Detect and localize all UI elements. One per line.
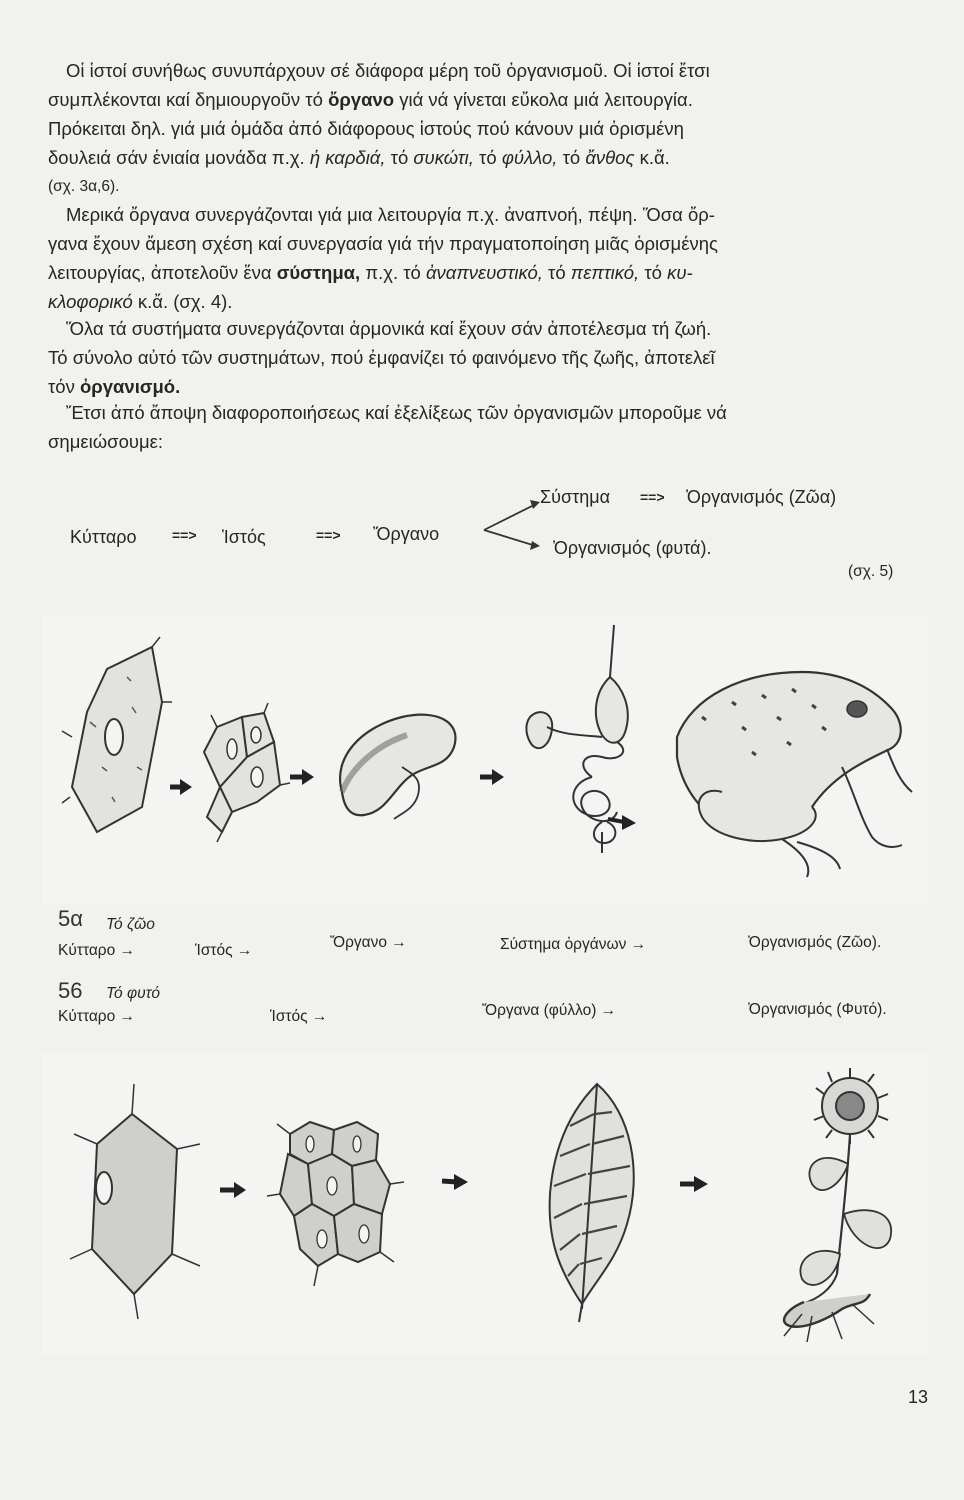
figure-5a-panel — [42, 617, 927, 903]
branch-arrows — [478, 494, 544, 554]
text-line: κλοφορικό κ.ἄ. (σχ. 4). — [48, 291, 233, 312]
cell-icon — [70, 1084, 200, 1319]
scheme-cell: Κύτταρο — [70, 527, 137, 547]
text-line: λειτουργίας, ἀποτελοῦν ἕνα σύστημα, π.χ. τό ἀναπνευστικό, τό πεπτικό, τό κυ- — [48, 262, 693, 283]
text-line: Ὅλα τά συστήματα συνεργάζονται ἁρμονικά καί ἔχουν σάν ἀποτέλεσμα τή ζωή. — [66, 318, 712, 339]
term-organ: ὄργανο — [328, 89, 395, 110]
text-line: σημειώσουμε: — [48, 431, 164, 452]
figure-caption: (σχ. 5) — [848, 563, 894, 580]
term-organism: ὀργανισμό. — [80, 376, 181, 397]
heart-organ-icon — [340, 715, 455, 819]
text-line: Τό σύνολο αὐτό τῶν συστημάτων, πού ἐμφανίζει τό φαινόμενο τῆς ζωῆς, ἀποτελεῖ — [48, 347, 715, 368]
scheme-organ: Ὄργανο — [373, 524, 440, 544]
arrow-icon — [480, 769, 504, 785]
figure-5a-step-tissue: Ἱστός → — [195, 942, 253, 959]
scheme-system: Σύστημα — [540, 487, 610, 507]
flower-plant-icon — [784, 1068, 891, 1342]
arrow-icon — [220, 1182, 246, 1198]
figure-5b-title: Τό φυτό — [106, 985, 161, 1002]
text-line: Μερικά ὄργανα συνεργάζονται γιά μια λειτουργία π.χ. ἀναπνοή, πέψη. Ὅσα ὄρ- — [66, 204, 715, 225]
scheme-organism-animal: Ὀργανισμός (Ζῶα) — [686, 487, 837, 507]
text-line: δουλειά σάν ἑνιαία μονάδα π.χ. ἡ καρδιά, τό συκώτι, τό φύλλο, τό ἄνθος κ.ἄ. — [48, 147, 670, 168]
tissue-icon — [267, 1122, 404, 1286]
scheme-tissue: Ἱστός — [222, 527, 266, 547]
figure-5a-step-cell: Κύτταρο → — [58, 942, 136, 959]
text-line: Ἔτσι ἀπό ἄποψη διαφοροποιήσεως καί ἐξελίξεως τῶν ὀργανισμῶν μποροῦμε νά — [66, 402, 727, 423]
term-system: σύστημα, — [276, 262, 361, 283]
arrow-icon — [170, 779, 192, 795]
text-line: τόν ὀργανισμό. — [48, 376, 181, 397]
implies-arrow: ==> — [316, 527, 341, 543]
arrow-icon — [680, 1176, 708, 1192]
figure-5a-title: Τό ζῶο — [106, 916, 155, 933]
page-number: 13 — [907, 1387, 928, 1407]
paragraph-conclusion — [48, 398, 920, 456]
figure-5a-step-organism: Ὀργανισμός (Ζῶο). — [748, 934, 882, 951]
implies-arrow: ==> — [640, 489, 665, 505]
arrow-icon — [442, 1174, 468, 1190]
text-line: Πρόκειται δηλ. γιά μιά ὁμάδα ἀπό διάφορους ἱστούς πού κάνουν μιά ὁρισμένη — [48, 118, 684, 139]
leaf-icon — [550, 1084, 634, 1322]
figure-5b-label: 56 — [58, 978, 83, 1003]
figure-5b-panel — [42, 1054, 927, 1354]
frog-icon — [677, 672, 912, 877]
figure-5a-step-system: Σύστημα ὀργάνων → — [500, 936, 647, 953]
figure-5a-label: 5α — [58, 906, 83, 931]
figure-5b-step-cell: Κύτταρο → — [58, 1008, 136, 1025]
arrow-icon — [290, 769, 314, 785]
paragraph-organism — [48, 314, 920, 401]
figure-5b-step-organ: Ὄργανα (φύλλο) → — [482, 1002, 617, 1019]
scheme-organism-plant: Ὀργανισμός (φυτά). — [553, 538, 712, 558]
cell-icon — [62, 637, 172, 832]
arrow-icon — [608, 815, 636, 830]
figure-5a-step-organ: Ὄργανο → — [330, 934, 407, 951]
text-line: συμπλέκονται καί δημιουργοῦν τό ὄργανο γιά νά γίνεται εὔκολα μιά λειτουργία. — [48, 89, 693, 110]
figure-5b-step-organism: Ὀργανισμός (Φυτό). — [748, 1001, 887, 1018]
paragraph-system — [48, 200, 920, 316]
figure-5b-step-tissue: Ἱστός → — [270, 1008, 328, 1025]
paragraph-organ — [48, 56, 920, 201]
text-line: γανα ἔχουν ἄμεση σχέση καί συνεργασία γιά τήν πραγματοποίηση μιᾶς ὁρισμένης — [48, 233, 718, 254]
tissue-icon — [204, 703, 290, 842]
text-line: Οἱ ἱστοί συνήθως συνυπάρχουν σέ διάφορα μέρη τοῦ ὀργανισμοῦ. Οἱ ἱστοί ἔτσι — [66, 60, 710, 81]
text-line: (σχ. 3α,6). — [48, 178, 120, 195]
implies-arrow: ==> — [172, 527, 197, 543]
